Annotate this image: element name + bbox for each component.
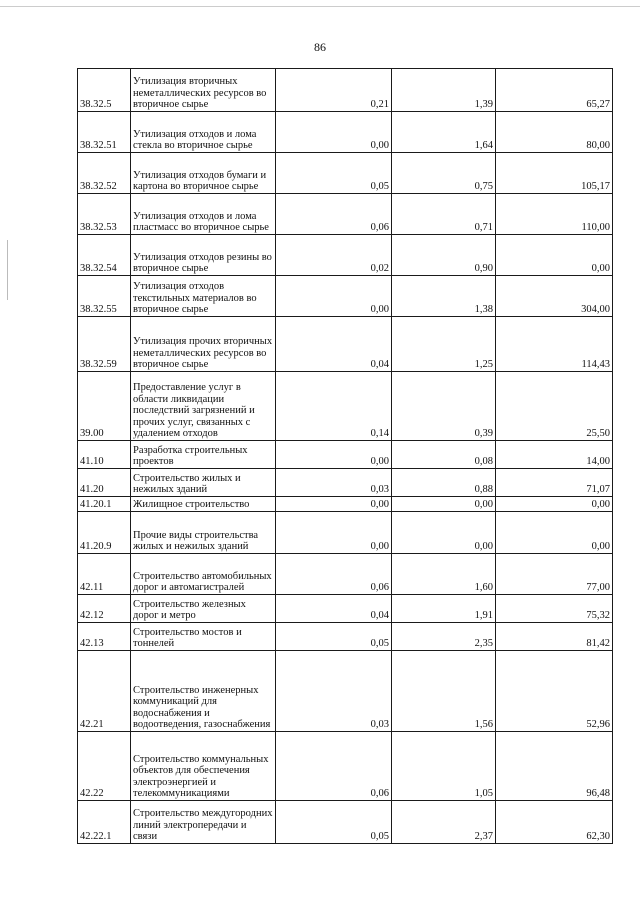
row-value-1: 0,02 (276, 235, 392, 276)
table-row (78, 112, 613, 153)
table-row (78, 801, 613, 844)
row-name: Утилизация отходов бумаги и картона во вторичное сырье (131, 153, 276, 194)
row-code: 42.13 (78, 623, 131, 651)
row-value-2: 2,35 (392, 623, 496, 651)
table-row (78, 651, 613, 732)
row-code: 42.21 (78, 651, 131, 732)
row-value-3: 62,30 (496, 801, 613, 844)
row-code: 38.32.54 (78, 235, 131, 276)
table-row (78, 554, 613, 595)
data-table (77, 68, 613, 844)
table-row (78, 153, 613, 194)
table-row (78, 512, 613, 554)
row-value-1: 0,21 (276, 69, 392, 112)
row-code: 42.22 (78, 732, 131, 801)
row-value-2: 1,60 (392, 554, 496, 595)
row-value-3: 114,43 (496, 317, 613, 372)
row-value-3: 14,00 (496, 441, 613, 469)
table-row (78, 732, 613, 801)
table-row (78, 69, 613, 112)
row-value-3: 0,00 (496, 512, 613, 554)
row-value-2: 0,08 (392, 441, 496, 469)
left-margin-mark (7, 240, 8, 300)
row-value-2: 0,90 (392, 235, 496, 276)
row-value-1: 0,04 (276, 317, 392, 372)
row-value-1: 0,00 (276, 497, 392, 512)
row-value-1: 0,05 (276, 623, 392, 651)
row-name: Утилизация отходов резины во вторичное сырье (131, 235, 276, 276)
table-row (78, 441, 613, 469)
row-name: Строительство коммунальных объектов для обеспечения электроэнергией и телекоммуникациями (131, 732, 276, 801)
row-value-3: 75,32 (496, 595, 613, 623)
table-row (78, 595, 613, 623)
row-name: Прочие виды строительства жилых и нежилых зданий (131, 512, 276, 554)
row-value-1: 0,03 (276, 651, 392, 732)
row-name: Строительство междугородних линий электропередачи и связи (131, 801, 276, 844)
row-code: 42.11 (78, 554, 131, 595)
row-value-1: 0,00 (276, 112, 392, 153)
row-name: Предоставление услуг в области ликвидации последствий загрязнений и прочих услуг, связанных с удалением отходов (131, 372, 276, 441)
row-name: Строительство инженерных коммуникаций для водоснабжения и водоотведения, газоснабжения (131, 651, 276, 732)
row-value-2: 0,71 (392, 194, 496, 235)
row-value-3: 81,42 (496, 623, 613, 651)
row-code: 38.32.55 (78, 276, 131, 317)
table-row (78, 497, 613, 512)
row-name: Строительство автомобильных дорог и автомагистралей (131, 554, 276, 595)
row-value-2: 2,37 (392, 801, 496, 844)
table-row (78, 235, 613, 276)
row-value-1: 0,06 (276, 194, 392, 235)
row-value-1: 0,00 (276, 441, 392, 469)
top-edge-rule (0, 6, 640, 7)
row-value-3: 105,17 (496, 153, 613, 194)
row-value-2: 1,64 (392, 112, 496, 153)
row-value-2: 1,38 (392, 276, 496, 317)
table-row (78, 317, 613, 372)
row-code: 41.10 (78, 441, 131, 469)
row-code: 39.00 (78, 372, 131, 441)
row-name: Разработка строительных проектов (131, 441, 276, 469)
row-code: 38.32.59 (78, 317, 131, 372)
row-name: Утилизация прочих вторичных неметаллических ресурсов во вторичное сырье (131, 317, 276, 372)
row-name: Утилизация отходов текстильных материалов во вторичное сырье (131, 276, 276, 317)
row-value-3: 80,00 (496, 112, 613, 153)
row-value-3: 65,27 (496, 69, 613, 112)
row-value-3: 110,00 (496, 194, 613, 235)
row-value-2: 0,88 (392, 469, 496, 497)
row-code: 42.12 (78, 595, 131, 623)
row-value-1: 0,00 (276, 276, 392, 317)
page-number: 86 (314, 40, 326, 54)
row-value-3: 0,00 (496, 235, 613, 276)
table-row (78, 469, 613, 497)
row-name: Утилизация отходов и лома пластмасс во вторичное сырье (131, 194, 276, 235)
row-name: Утилизация вторичных неметаллических ресурсов во вторичное сырье (131, 69, 276, 112)
row-value-2: 1,56 (392, 651, 496, 732)
row-name: Строительство жилых и нежилых зданий (131, 469, 276, 497)
row-code: 42.22.1 (78, 801, 131, 844)
row-value-3: 77,00 (496, 554, 613, 595)
row-value-3: 25,50 (496, 372, 613, 441)
row-value-1: 0,14 (276, 372, 392, 441)
row-value-1: 0,06 (276, 554, 392, 595)
row-code: 41.20.1 (78, 497, 131, 512)
row-value-3: 71,07 (496, 469, 613, 497)
row-value-2: 1,25 (392, 317, 496, 372)
row-value-1: 0,00 (276, 512, 392, 554)
table-row (78, 372, 613, 441)
row-name: Строительство железных дорог и метро (131, 595, 276, 623)
row-value-1: 0,05 (276, 801, 392, 844)
row-code: 38.32.52 (78, 153, 131, 194)
row-value-1: 0,03 (276, 469, 392, 497)
table-row (78, 623, 613, 651)
row-code: 41.20.9 (78, 512, 131, 554)
row-code: 41.20 (78, 469, 131, 497)
row-value-2: 1,91 (392, 595, 496, 623)
row-value-2: 0,75 (392, 153, 496, 194)
row-value-3: 304,00 (496, 276, 613, 317)
table-row (78, 194, 613, 235)
row-value-1: 0,06 (276, 732, 392, 801)
row-code: 38.32.53 (78, 194, 131, 235)
row-value-2: 1,39 (392, 69, 496, 112)
row-code: 38.32.5 (78, 69, 131, 112)
row-value-3: 52,96 (496, 651, 613, 732)
row-name: Жилищное строительство (131, 497, 276, 512)
row-code: 38.32.51 (78, 112, 131, 153)
row-value-2: 1,05 (392, 732, 496, 801)
row-value-2: 0,00 (392, 497, 496, 512)
row-value-3: 0,00 (496, 497, 613, 512)
row-name: Строительство мостов и тоннелей (131, 623, 276, 651)
row-value-1: 0,04 (276, 595, 392, 623)
row-name: Утилизация отходов и лома стекла во вторичное сырье (131, 112, 276, 153)
row-value-2: 0,39 (392, 372, 496, 441)
table-row (78, 276, 613, 317)
row-value-3: 96,48 (496, 732, 613, 801)
row-value-1: 0,05 (276, 153, 392, 194)
row-value-2: 0,00 (392, 512, 496, 554)
